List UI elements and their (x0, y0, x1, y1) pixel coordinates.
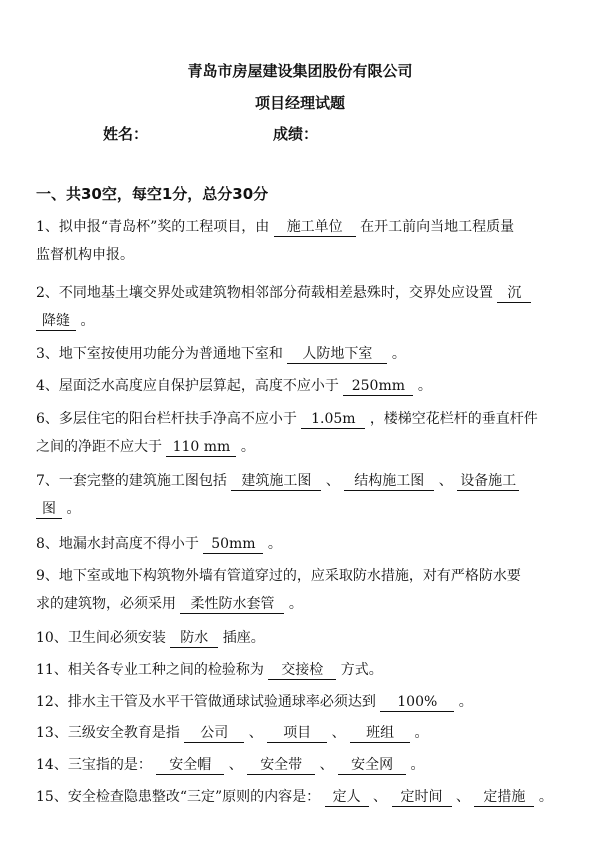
question-text: 之间的净距不应大于 (36, 439, 162, 455)
question-text: 6、多层住宅的阳台栏杆扶手净高不应小于 (36, 411, 297, 427)
answer-blank: 公司 (184, 724, 244, 743)
question-15 (36, 783, 566, 811)
question-text: 在开工前向当地工程质量 (360, 219, 515, 235)
question-text: 。 (538, 789, 553, 805)
question-11 (36, 656, 566, 684)
separator: 、 (228, 757, 243, 773)
answer-blank: 人防地下室 (287, 345, 387, 364)
question-4 (36, 372, 566, 400)
question-3 (36, 340, 566, 368)
answer-blank: 柔性防水套管 (180, 595, 284, 614)
separator: 、 (248, 725, 263, 741)
question-text: 。 (410, 757, 425, 773)
answer-blank: 安全网 (338, 756, 406, 775)
question-text: 13、三级安全教育是指 (36, 725, 180, 741)
question-14 (36, 751, 566, 779)
question-text: 。 (417, 378, 432, 394)
question-9 (36, 562, 566, 618)
question-text: 11、相关各专业工种之间的检验称为 (36, 662, 264, 678)
question-text: 。 (80, 313, 95, 329)
company-title: 青岛市房屋建设集团股份有限公司 (187, 62, 413, 80)
question-text: 。 (391, 346, 406, 362)
question-text: 插座。 (222, 630, 265, 646)
question-text: 15、安全检查隐患整改“三定”原则的内容是： (36, 789, 321, 805)
question-text: 。 (458, 694, 473, 710)
question-7 (36, 467, 566, 523)
answer-blank: 定措施 (474, 788, 534, 807)
separator: 、 (319, 757, 334, 773)
question-text: 12、排水主干管及水平干管做通球试验通球率必须达到 (36, 694, 376, 710)
question-text: 方式。 (340, 662, 383, 678)
separator: 、 (438, 473, 453, 489)
question-text: 1、拟申报“青岛杯”奖的工程项目，由 (36, 219, 270, 235)
answer-blank: 施工单位 (274, 218, 356, 237)
answer-blank: 1.05m (301, 410, 365, 429)
question-6 (36, 405, 566, 461)
question-text: 。 (267, 536, 282, 552)
separator: 、 (455, 789, 470, 805)
answer-blank: 定人 (325, 788, 369, 807)
question-text: 7、一套完整的建筑施工图包括 (36, 473, 227, 489)
answer-blank: 班组 (350, 724, 410, 743)
question-1 (36, 213, 566, 269)
question-text: 3、地下室按使用功能分为普通地下室和 (36, 346, 283, 362)
answer-blank: 100% (380, 693, 454, 712)
question-text: 。 (240, 439, 255, 455)
question-text: 2、不同地基土壤交界处或建筑物相邻部分荷载相差悬殊时，交界处应设置 (36, 285, 493, 301)
answer-blank: 防水 (170, 629, 218, 648)
answer-blank: 建筑施工图 (231, 472, 321, 491)
answer-blank: 定时间 (392, 788, 452, 807)
question-text: 8、地漏水封高度不得小于 (36, 536, 199, 552)
answer-blank: 沉 (497, 284, 531, 303)
question-text: 。 (414, 725, 429, 741)
question-2 (36, 279, 566, 335)
score-label: 成绩： (273, 125, 319, 143)
answer-blank: 安全帽 (156, 756, 224, 775)
separator: 、 (325, 473, 340, 489)
answer-blank: 安全带 (247, 756, 315, 775)
answer-blank: 结构施工图 (344, 472, 434, 491)
answer-blank: 交接检 (268, 661, 336, 680)
question-text: 监督机构申报。 (36, 247, 134, 263)
answer-blank: 设备施工 (457, 472, 519, 491)
answer-blank: 110 mm (166, 438, 236, 457)
question-text: 。 (66, 501, 81, 517)
question-text: ，楼梯空花栏杆的垂直杆件 (369, 411, 538, 427)
question-12 (36, 688, 566, 716)
question-text: 9、地下室或地下构筑物外墙有管道穿过的，应采取防水措施，对有严格防水要 (36, 568, 521, 584)
question-10 (36, 624, 566, 652)
answer-blank: 50mm (203, 535, 263, 554)
answer-blank: 降缝 (36, 312, 76, 331)
question-text: 。 (288, 596, 303, 612)
section-heading: 一、共30空，每空1分，总分30分 (36, 185, 269, 203)
separator: 、 (331, 725, 346, 741)
question-text: 求的建筑物，必须采用 (36, 596, 176, 612)
question-text: 4、屋面泛水高度应自保护层算起，高度不应小于 (36, 378, 339, 394)
name-label: 姓名： (103, 125, 149, 143)
answer-blank: 250mm (343, 377, 413, 396)
question-text: 10、卫生间必须安装 (36, 630, 166, 646)
exam-title: 项目经理试题 (254, 94, 345, 112)
answer-blank: 项目 (267, 724, 327, 743)
question-13 (36, 719, 566, 747)
question-8 (36, 530, 566, 558)
separator: 、 (373, 789, 388, 805)
question-text: 14、三宝指的是： (36, 757, 152, 773)
answer-blank: 图 (36, 500, 62, 519)
